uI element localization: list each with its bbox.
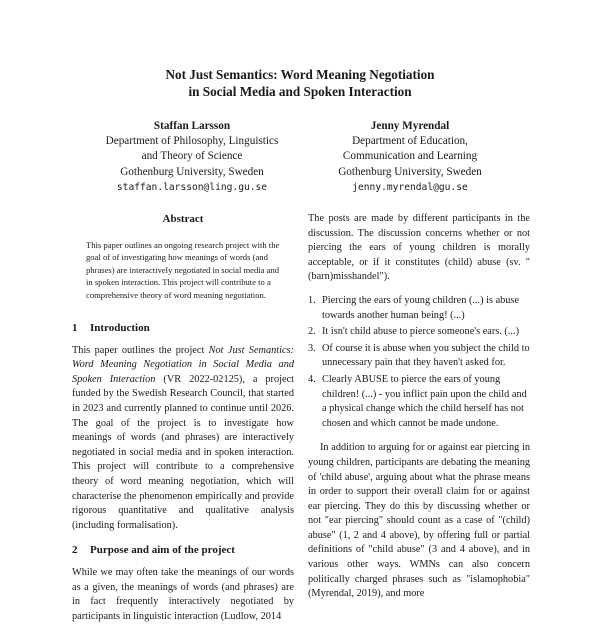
list-item (308, 373, 530, 431)
right-column (308, 212, 530, 612)
discussion-paragraph: In addition to arguing for or against ear piercing in young children, participants are debating the meaning of 'child abuse', arguing about what the phrase means in order to support their overall claim for or against ear piercing. They do this by discussing whether or not "ear piercing" should count as a case of "(child) abuse" (1, 2 and 4 above), by offering full or partial definitions of "child abuse" (3 and 4 above), and in various other ways. WMNs can also concern politically charged phrases such as "islamophobia" (Myrendal, 2019), and more (308, 442, 530, 600)
paper-title (0, 66, 600, 100)
section-title: Introduction (90, 322, 150, 335)
list-item (308, 325, 530, 340)
project-title: Not Just Semantics: Word Meaning Negotiation in Social Media and Spoken Interaction (72, 344, 294, 385)
purpose-paragraph: While we may often take the meanings of our words as a given, the meanings of words (and phrases) are in fact frequently interactively negotiated by participants in linguistic interaction (Ludlow, 2014 (72, 567, 294, 622)
author-block-2 (290, 119, 530, 195)
abstract-heading: Abstract (162, 213, 204, 225)
title-line-1: Not Just Semantics: Word Meaning Negotiation (165, 67, 435, 82)
author-affiliation: Department of Education, (352, 135, 468, 148)
author-affiliation: Communication and Learning (342, 150, 478, 163)
list-text: Clearly ABUSE to pierce the ears of young children! (...) - you inflict pain upon the child and a physical change which the child herself has not chosen and which cannot be made undone. (322, 373, 527, 429)
section-heading (72, 321, 294, 336)
section-number: 2 (72, 544, 78, 557)
list-number: 1. (308, 294, 316, 306)
list-item (308, 342, 530, 371)
section-heading (72, 543, 294, 558)
list-text: It isn't child abuse to pierce someone's ears. (...) (322, 326, 520, 338)
introduction-paragraph (72, 344, 294, 534)
list-text: Of course it is abuse when you subject the child to unnecessary pain that they haven't asked for. (322, 342, 530, 369)
author-block-1 (72, 119, 312, 195)
list-number: 3. (308, 342, 316, 354)
abstract-text: This paper outlines an ongoing research project with the goal of of investigating how meanings of words (and phrases) are interactively negotiated in social media and in spoken interaction. This project will contribute to a comprehensive theory of word meaning negotiation. (86, 239, 280, 300)
list-number: 2. (308, 326, 316, 338)
intro-text-start: This paper outlines the project (72, 344, 209, 356)
author-email: jenny.myrendal@gu.se (352, 181, 468, 193)
section-title: Purpose and aim of the project (90, 544, 235, 557)
author-affiliation: Department of Philosophy, Linguistics (105, 135, 279, 148)
author-affiliation: and Theory of Science (141, 150, 243, 163)
author-affiliation: Gothenburg University, Sweden (338, 165, 482, 178)
author-email: staffan.larsson@ling.gu.se (116, 181, 268, 193)
list-number: 4. (308, 373, 316, 385)
intro-text-rest: (VR 2022-02125), a project funded by the Swedish Research Council, that started in 2023 and currently planned to continue until 2026. The goal of the project is to investigate how meanings of words (and phrases) are interactively negotiated in social media and in spoken interaction. This project will contribute to a comprehensive theory of word meaning negotiation, which will characterise the phenomenon empirically and provide rigorous quantitative and qualitative analysis (including formalisation). (72, 373, 294, 531)
author-name: Jenny Myrendal (370, 120, 450, 132)
section-number: 1 (72, 322, 78, 335)
example-list (308, 294, 530, 431)
author-affiliation: Gothenburg University, Sweden (120, 165, 264, 178)
example-intro-paragraph: The posts are made by different participants in the discussion. The discussion concerns whether or not piercing the ears of young children is morally acceptable, or if it constitutes (child) abuse (sv. "(barn)misshandel"). (308, 213, 530, 283)
list-text: Piercing the ears of young children (...) is abuse towards another human being! (...) (322, 294, 520, 321)
list-item (308, 294, 530, 323)
left-column (72, 212, 294, 634)
author-name: Staffan Larsson (153, 120, 231, 132)
title-line-2: in Social Media and Spoken Interaction (188, 84, 412, 99)
